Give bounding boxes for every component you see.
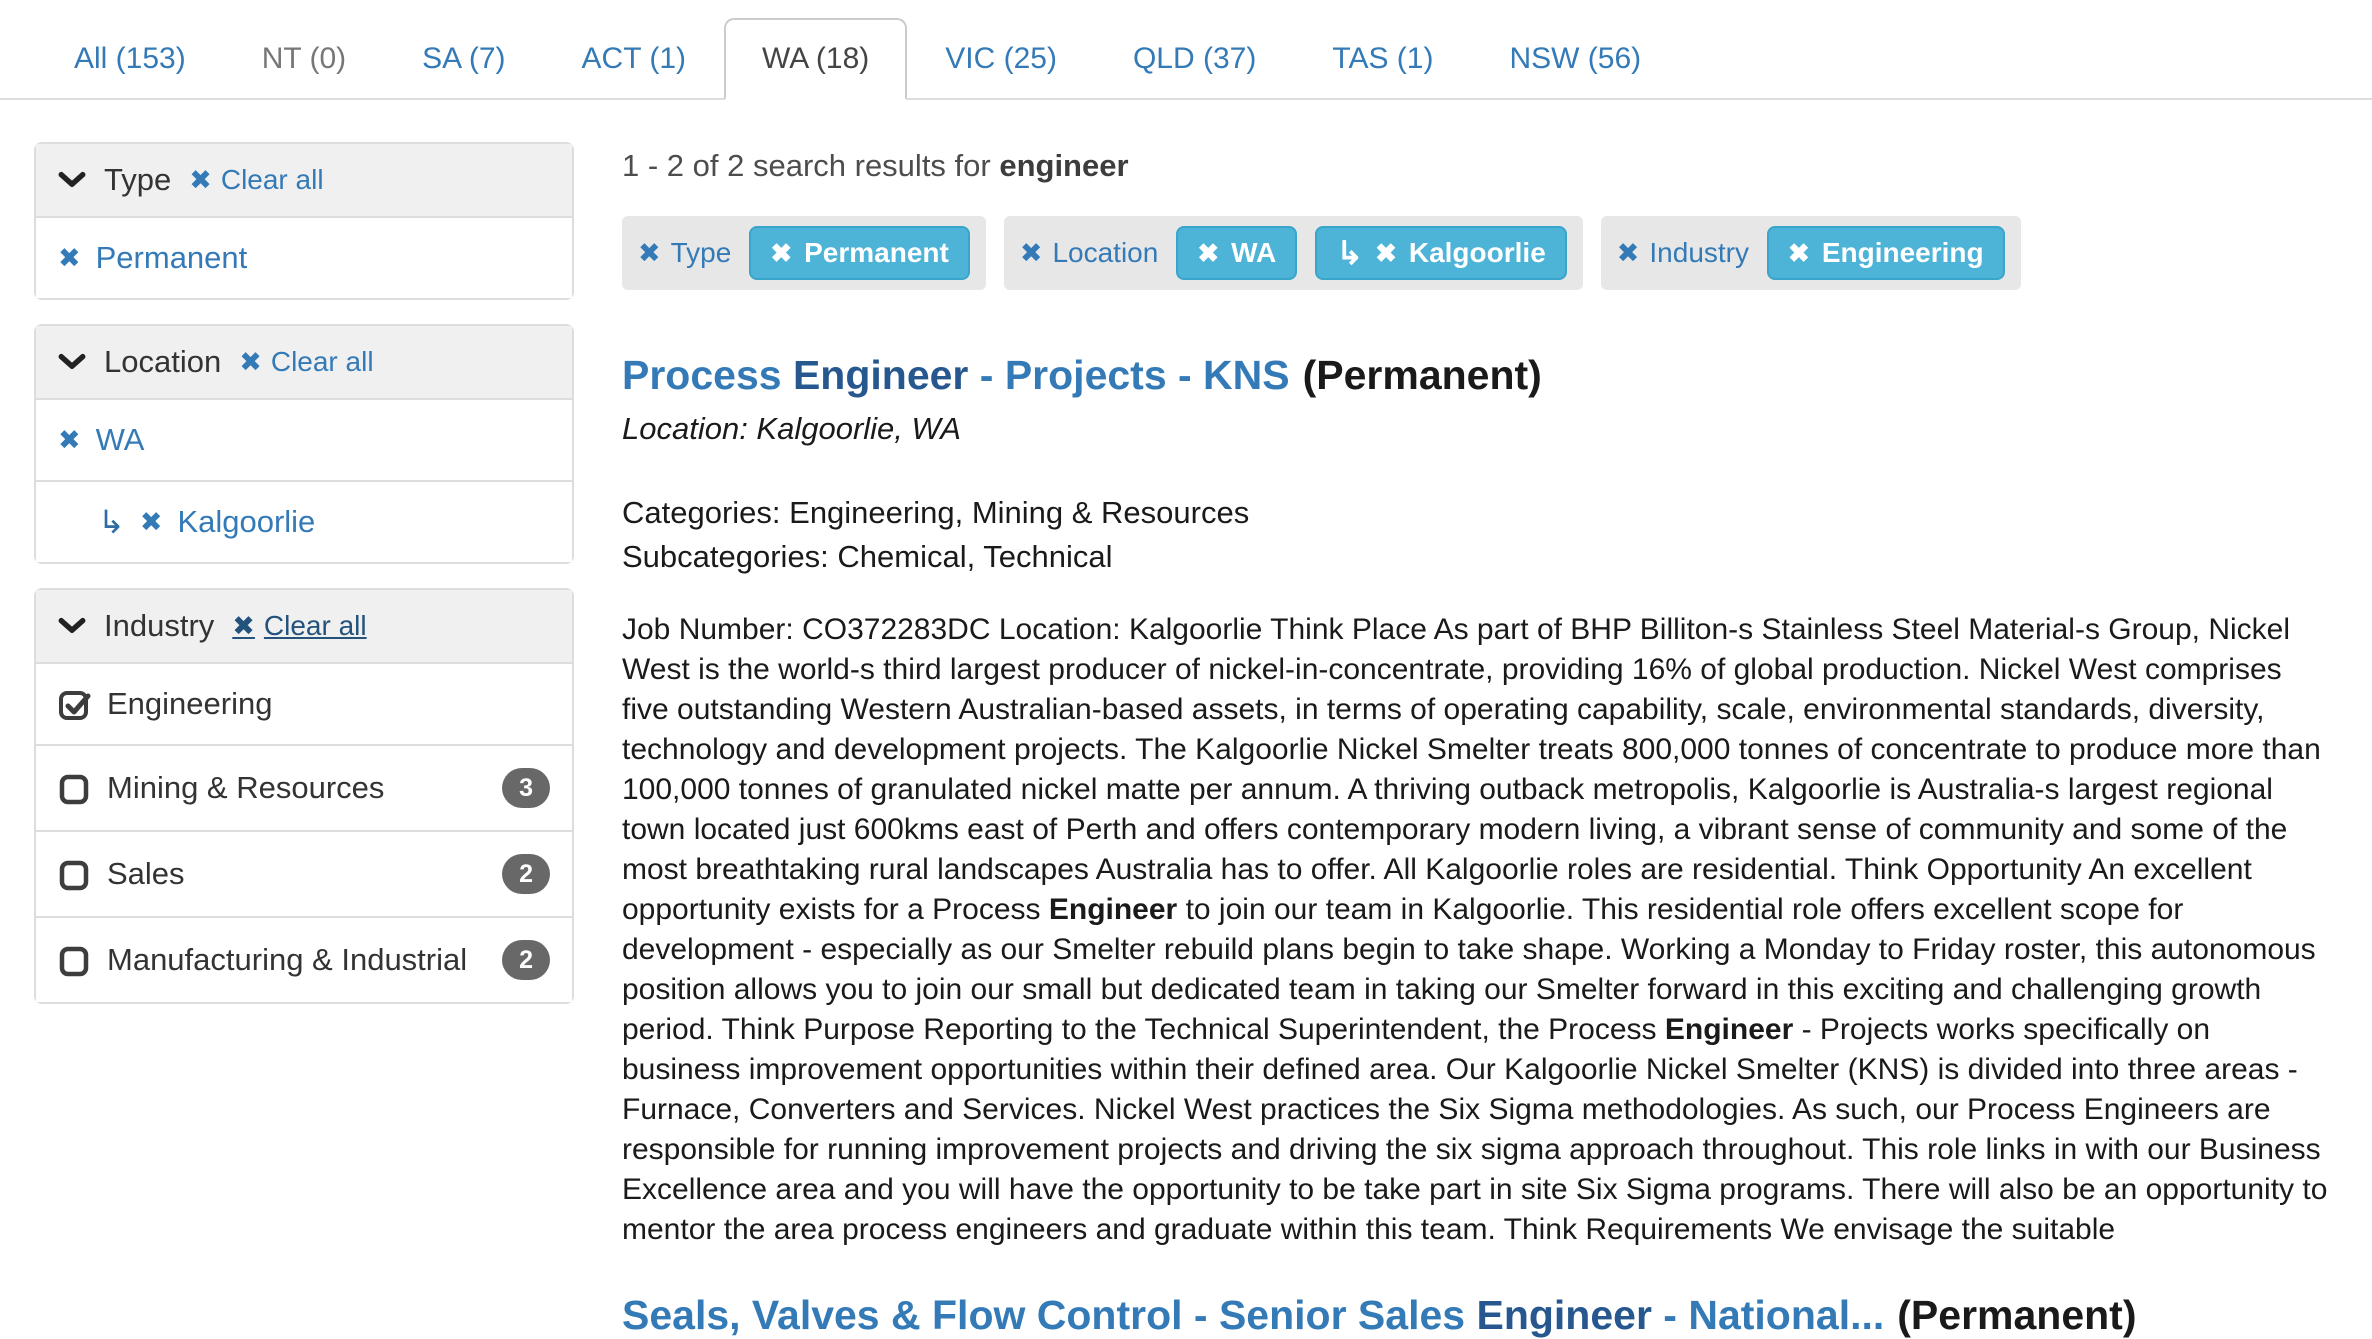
state-tab-bar xyxy=(0,0,2372,100)
job-title-link[interactable] xyxy=(622,1292,1884,1338)
clear-x-icon[interactable]: ✖ xyxy=(1019,237,1043,268)
pill-wa[interactable] xyxy=(1176,226,1297,280)
job-title xyxy=(622,352,2328,399)
clear-x-icon[interactable]: ✖ xyxy=(1616,237,1640,268)
pill-label: Permanent xyxy=(804,237,949,268)
filter-sidebar xyxy=(34,142,574,1028)
clear-x-icon[interactable]: ✖ xyxy=(1788,238,1810,268)
filter-panel-title: Location xyxy=(104,344,222,379)
pill-label: WA xyxy=(1231,237,1277,268)
job-title-link[interactable] xyxy=(622,352,1290,398)
clear-all-label[interactable]: Clear all xyxy=(270,346,374,377)
job-description-text: Job Number: CO372283DC Location: Kalgoorlie Think Place As part of BHP Billiton-s Stainless Steel Material-s Group, Nickel West is the world-s third largest producer of nickel-in-concentrate, providing 16% of global production. Nickel West comprises five outstanding Western Australian-based assets, in terms of operating capability, scale, environmental standards, diversity, technology and development projects. The Kalgoorlie Nickel Smelter treats 800,000 tonnes of concentrate to produce more than 100,000 tonnes of granulated nickel matte per annum. A thriving outback metropolis, Kalgoorlie is Australia-s largest regional town located just 600kms east of Perth and offers contemporary modern living, a vibrant sense of community and some of the most breathtaking rural landscapes Australia has to offer. All Kalgoorlie roles are residential. Think Opportunity An excellent opportunity exists for a Process xyxy=(622,612,2321,926)
pill-label: Kalgoorlie xyxy=(1408,237,1546,268)
job-title-text: Seals, Valves & Flow Control - Senior Sales xyxy=(622,1291,1477,1338)
industry-option-sales[interactable] xyxy=(36,830,572,916)
clear-x-icon[interactable]: ✖ xyxy=(770,238,793,268)
filter-panel-title: Industry xyxy=(104,608,215,643)
remove-industry-filter[interactable] xyxy=(1617,237,1749,269)
filter-panel-type-header xyxy=(36,144,572,216)
tab-all[interactable]: All (153) xyxy=(74,42,186,75)
result-count-badge: 3 xyxy=(502,768,550,808)
remove-x-icon[interactable]: ✖ xyxy=(58,242,81,273)
job-categories-line: Categories: Engineering, Mining & Resources xyxy=(622,495,1250,531)
job-title-highlighted-term: Engineer xyxy=(792,352,969,398)
remove-x-icon[interactable]: ✖ xyxy=(58,424,81,455)
filter-item-kalgoorlie[interactable] xyxy=(36,480,572,562)
filter-group-type xyxy=(622,216,986,290)
job-description-text: - Projects works specifically on business improvement opportunities within their defined area. Our Kalgoorlie Nickel Smelter (KNS) is divided into three areas - Furnace, Converters and Services. Nickel West practices the Six Sigma methodologies. As such, our Process Engineers are responsible for running improvement projects and driving the six sigma approach throughout. This role links in with our Business Excellence area and you will have the opportunity to be take part in site Six Sigma programs. There will also be an opportunity to mentor the area process engineers and graduate within this team. Think Requirements We envisage the suitable xyxy=(622,1012,2328,1246)
industry-option-label: Manufacturing & Industrial xyxy=(107,942,468,977)
indent-arrow-icon: ↳ xyxy=(1336,235,1364,271)
clear-x-icon[interactable]: ✖ xyxy=(1375,238,1397,268)
job-result-1 xyxy=(622,352,2328,1250)
job-title-text: Process xyxy=(622,352,793,398)
chevron-down-icon[interactable] xyxy=(58,353,86,371)
job-description-text: to join our team in Kalgoorlie. This residential role offers excellent scope for development - especially as our Smelter rebuild plans begin to take shape. Working a Monday to Friday roster, this autonomous position allows you to join our small but dedicated team in taking our Smelter forward in this exciting and challenging growth period. Think Purpose Reporting to the Technical Superintendent, the Process xyxy=(622,892,2316,1046)
pill-label: Engineering xyxy=(1821,237,1984,268)
filter-group-industry xyxy=(1601,216,2021,290)
chevron-down-icon[interactable] xyxy=(58,171,86,189)
results-summary xyxy=(622,148,2328,184)
job-categories xyxy=(622,491,2328,580)
tab-act[interactable]: ACT (1) xyxy=(581,42,687,75)
job-description-highlighted-term: Engineer xyxy=(1664,1012,1794,1046)
industry-option-mining-resources[interactable] xyxy=(36,744,572,830)
tab-qld[interactable]: QLD (37) xyxy=(1132,42,1257,75)
tab-vic[interactable]: VIC (25) xyxy=(945,42,1057,75)
clear-x-icon[interactable]: ✖ xyxy=(1197,238,1220,268)
industry-option-engineering[interactable] xyxy=(36,662,572,744)
clear-x-icon[interactable]: ✖ xyxy=(638,237,661,268)
filter-group-location xyxy=(1004,216,1583,290)
filter-panel-industry-header xyxy=(36,590,572,662)
job-type-label: (Permanent) xyxy=(1897,1291,2137,1338)
tab-tas[interactable]: TAS (1) xyxy=(1332,42,1434,75)
clear-x-icon[interactable]: ✖ xyxy=(239,346,262,377)
job-title xyxy=(622,1292,2328,1339)
result-count-badge: 2 xyxy=(502,940,550,980)
checkbox-checked-icon[interactable] xyxy=(58,687,92,721)
filter-panel-location xyxy=(34,324,574,564)
filter-panel-type xyxy=(34,142,574,300)
pill-kalgoorlie[interactable] xyxy=(1315,226,1567,280)
pill-engineering[interactable] xyxy=(1767,226,2005,280)
page-content xyxy=(0,100,2372,1339)
industry-option-label: Sales xyxy=(107,856,185,891)
filter-panel-location-header xyxy=(36,326,572,398)
clear-all-label[interactable]: Clear all xyxy=(263,610,367,641)
clear-all-label[interactable]: Clear all xyxy=(220,164,324,195)
filter-item-wa[interactable] xyxy=(36,398,572,480)
remove-location-filter[interactable] xyxy=(1020,237,1159,269)
checkbox-unchecked-icon[interactable] xyxy=(58,771,92,805)
industry-option-label: Mining & Resources xyxy=(107,770,385,805)
checkbox-unchecked-icon[interactable] xyxy=(58,857,92,891)
job-subcategories-line: Subcategories: Chemical, Technical xyxy=(622,539,1113,575)
filter-panel-title: Type xyxy=(104,162,172,197)
filter-panel-industry xyxy=(34,588,574,1004)
remove-x-icon[interactable]: ✖ xyxy=(139,506,163,537)
search-results-main xyxy=(574,142,2332,1339)
filter-group-label: Industry xyxy=(1649,237,1750,268)
filter-item-label: WA xyxy=(95,422,145,457)
remove-type-filter[interactable] xyxy=(638,237,731,269)
job-title-text: - Projects - KNS xyxy=(968,352,1290,398)
job-title-text: - National... xyxy=(1651,1291,1885,1338)
job-title-highlighted-term: Engineer xyxy=(1476,1291,1652,1338)
chevron-down-icon[interactable] xyxy=(58,617,86,635)
industry-clear-all-link[interactable] xyxy=(232,610,366,642)
job-type-label: (Permanent) xyxy=(1302,352,1542,398)
filter-group-label: Location xyxy=(1052,237,1159,268)
job-description-highlighted-term: Engineer xyxy=(1048,892,1178,926)
filter-item-label: Permanent xyxy=(95,240,248,275)
pill-permanent[interactable] xyxy=(749,226,970,280)
clear-x-icon[interactable]: ✖ xyxy=(232,610,255,641)
filter-item-permanent[interactable] xyxy=(36,216,572,298)
location-clear-all-link[interactable] xyxy=(239,346,373,378)
job-result-2 xyxy=(622,1292,2328,1339)
industry-option-label: Engineering xyxy=(107,686,273,721)
type-clear-all-link[interactable] xyxy=(189,164,323,196)
result-count-badge: 2 xyxy=(502,854,550,894)
indent-arrow-icon: ↳ xyxy=(98,504,125,540)
tab-nsw[interactable]: NSW (56) xyxy=(1509,42,1642,75)
tab-wa[interactable]: WA (18) xyxy=(724,18,907,100)
search-term: engineer xyxy=(999,148,1129,183)
active-filter-pills xyxy=(622,216,2328,290)
job-location: Location: Kalgoorlie, WA xyxy=(622,411,961,447)
filter-group-label: Type xyxy=(670,237,732,268)
job-description xyxy=(622,610,2328,1250)
tab-sa[interactable]: SA (7) xyxy=(422,42,506,75)
results-summary-text: 1 - 2 of 2 search results for xyxy=(622,148,1000,183)
clear-x-icon[interactable]: ✖ xyxy=(189,164,212,195)
tab-nt[interactable]: NT (0) xyxy=(261,42,347,75)
checkbox-unchecked-icon[interactable] xyxy=(58,943,92,977)
filter-item-label: Kalgoorlie xyxy=(177,504,316,539)
industry-option-manufacturing-industrial[interactable] xyxy=(36,916,572,1002)
